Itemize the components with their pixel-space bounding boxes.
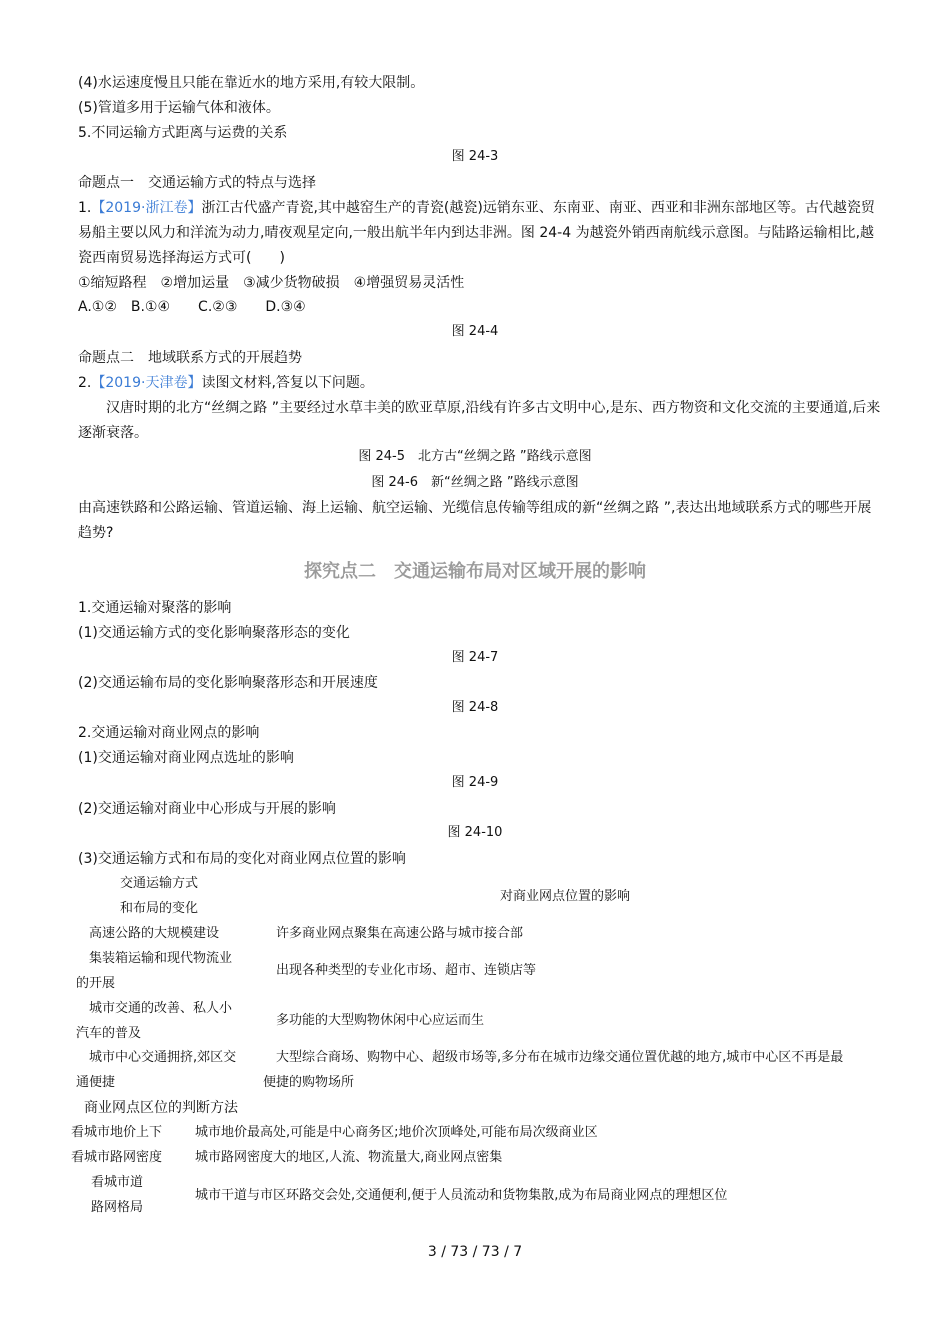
question-source: 【2019·天津卷】 — [91, 375, 202, 391]
table-cell: 许多商业网点聚集在高速公路与城市接合部 — [276, 926, 524, 941]
question-number: 1. — [78, 200, 92, 216]
table-cell: 城市路网密度大的地区,人流、物流量大,商业网点密集 — [195, 1150, 503, 1165]
text-line: (1)交通运输方式的变化影响聚落形态的变化 — [78, 625, 350, 641]
table-cell: 看城市道 — [91, 1175, 144, 1190]
figure-caption: 图 24-8 — [451, 700, 499, 715]
table-header-cell: 和布局的变化 — [120, 901, 199, 916]
text-line: 2.交通运输对商业网点的影响 — [78, 725, 260, 741]
question-choices: A.①② B.①④ C.②③ D.③④ — [78, 299, 306, 315]
table-cell: 的开展 — [76, 976, 116, 991]
text-line: 1.交通运输对聚落的影响 — [78, 600, 232, 616]
page-footer: 3 / 73 / 73 / 7 — [427, 1244, 523, 1260]
question-options: ①缩短路程 ②增加运量 ③减少货物破损 ④增强贸易灵活性 — [78, 275, 465, 291]
table-header-cell: 交通运输方式 — [120, 876, 199, 891]
figure-caption: 图 24-9 — [451, 775, 499, 790]
table-cell: 多功能的大型购物休闲中心应运而生 — [276, 1013, 485, 1028]
figure-caption: 图 24-5 北方古“丝绸之路 ”路线示意图 — [358, 449, 592, 464]
table-cell: 城市交通的改善、私人小 — [89, 1001, 233, 1016]
text-line: (3)交通运输方式和布局的变化对商业网点位置的影响 — [78, 851, 406, 867]
text-line: (5)管道多用于运输气体和液体。 — [78, 100, 280, 116]
table-cell: 看城市路网密度 — [71, 1150, 163, 1165]
topic-heading: 命题点二 地域联系方式的开展趋势 — [78, 350, 302, 366]
table-cell: 汽车的普及 — [76, 1026, 142, 1041]
table-cell: 通便捷 — [76, 1075, 116, 1090]
table-cell: 高速公路的大规模建设 — [89, 926, 220, 941]
table-cell: 城市地价最高处,可能是中心商务区;地价次顶峰处,可能布局次级商业区 — [195, 1125, 598, 1140]
table-cell: 看城市地价上下 — [71, 1125, 163, 1140]
question-text: 由高速铁路和公路运输、管道运输、海上运输、航空运输、光缆信息传输等组成的新“丝绸之路 ”,表达出地域联系方式的哪些开展趋势? — [78, 500, 872, 541]
figure-caption: 图 24-3 — [451, 149, 499, 164]
table-cell: 城市干道与市区环路交会处,交通便利,便于人员流动和货物集散,成为布局商业网点的理想区位 — [195, 1188, 728, 1203]
figure-caption: 图 24-4 — [451, 324, 499, 339]
topic-heading: 命题点一 交通运输方式的特点与选择 — [78, 175, 316, 191]
text-line: (4)水运速度慢且只能在靠近水的地方采用,有较大限制。 — [78, 75, 425, 91]
figure-caption: 图 24-7 — [451, 650, 499, 665]
question-source: 【2019·浙江卷】 — [91, 200, 202, 216]
table-cell: 出现各种类型的专业化市场、超市、连锁店等 — [276, 963, 537, 978]
table-cell: 大型综合商场、购物中心、超级市场等,多分布在城市边缘交通位置优越的地方,城市中心区不再是最 — [276, 1050, 844, 1065]
figure-caption: 图 24-10 — [447, 825, 503, 840]
question-material: 汉唐时期的北方“丝绸之路 ”主要经过水草丰美的欧亚草原,沿线有许多古文明中心,是东、西方物资和文化交流的主要通道,后来逐渐衰落。 — [78, 400, 881, 441]
table-cell: 路网格局 — [91, 1200, 144, 1215]
text-line: (2)交通运输对商业中心形成与开展的影响 — [78, 801, 336, 817]
table-header-cell: 对商业网点位置的影响 — [500, 889, 631, 904]
question-1 — [78, 196, 882, 271]
question-text: 读图文材料,答复以下问题。 — [201, 375, 374, 391]
text-line: (1)交通运输对商业网点选址的影响 — [78, 750, 294, 766]
figure-caption: 图 24-6 新“丝绸之路 ”路线示意图 — [371, 475, 579, 490]
question-2 — [78, 371, 882, 396]
question-number: 2. — [78, 375, 92, 391]
text-line: (2)交通运输布局的变化影响聚落形态和开展速度 — [78, 675, 378, 691]
table-cell: 便捷的购物场所 — [263, 1075, 355, 1090]
text-line: 5.不同运输方式距离与运费的关系 — [78, 125, 288, 141]
table-cell: 集装箱运输和现代物流业 — [89, 951, 233, 966]
table-title: 商业网点区位的判断方法 — [84, 1100, 238, 1116]
question-text: 浙江古代盛产青瓷,其中越窑生产的青瓷(越瓷)远销东亚、东南亚、南亚、西亚和非洲东部地区等。古代越瓷贸易船主要以风力和洋流为动力,晴夜观星定向,一般出航半年内到达非洲。图 24-4 为越瓷外销西南航线示意图。与陆路运输相比,越瓷西南贸易选择海运方式可( ) — [78, 200, 875, 266]
table-cell: 城市中心交通拥挤,郊区交 — [89, 1050, 237, 1065]
section-heading: 探究点二 交通运输布局对区域开展的影响 — [304, 561, 646, 582]
